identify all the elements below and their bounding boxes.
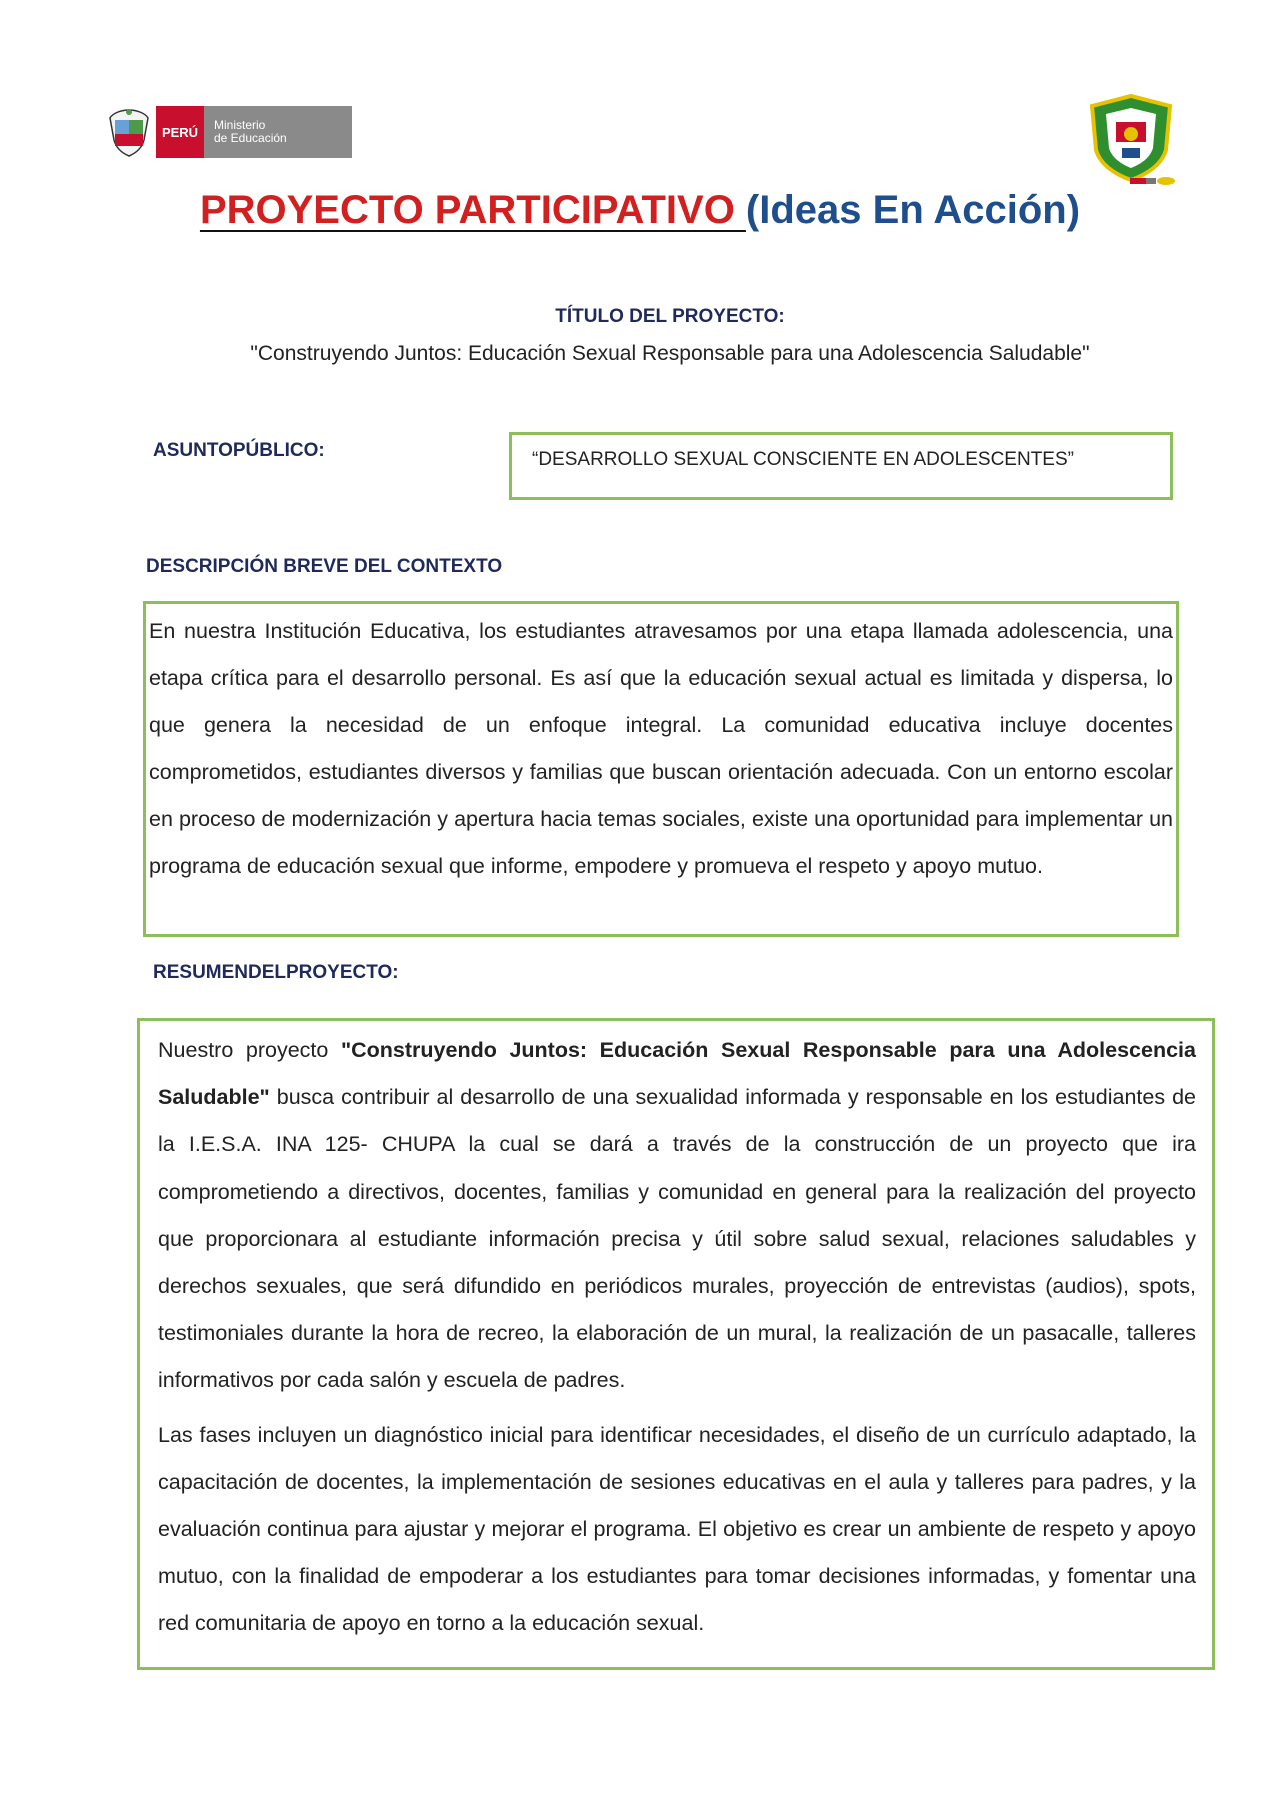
summary-paragraph-2: Las fases incluyen un diagnóstico inicial para identificar necesidades, el diseño de un currículo adaptado, la capacitación de docentes, la implementación de sesiones educativas en el aula y talleres para padres, y la evaluación continua para ajustar y mejorar el programa. El objetivo es crear un ambiente de respeto y apoyo mutuo, con la finalidad de empoderar a los estudiantes para tomar decisiones informadas, y fomentar una red comunitaria de apoyo en torno a la educación sexual. [158, 1422, 1196, 1636]
public-issue-value: “DESARROLLO SEXUAL CONSCIENTE EN ADOLESCENTES” [532, 449, 1074, 470]
summary-intro: Nuestro proyecto [158, 1038, 341, 1062]
school-crest-icon [1086, 92, 1176, 192]
peru-coat-of-arms-icon [106, 106, 152, 158]
context-label: DESCRIPCIÓN BREVE DEL CONTEXTO [146, 556, 503, 577]
title-sub: (Ideas En Acción) [745, 188, 1081, 232]
title-main: PROYECTO PARTICIPATIVO [199, 188, 746, 232]
peru-brand: PERÚ [156, 106, 204, 158]
summary-text: busca contribuir al desarrollo de una sexualidad informada y responsable en los estudiantes de la I.E.S.A. INA 125- CHUPA la cual se dará a través de la construcción de un proyecto que ira comprometiendo a directivos, docentes, familias y comunidad en general para la realización del proyecto que proporcionara al estudiante información precisa y útil sobre salud sexual, relaciones saludables y derechos sexuales, que será difundido en periódicos murales, proyección de entrevistas (audios), spots, testimoniales durante la hora de recreo, la elaboración de un mural, la realización de un pasacalle, talleres informativos por cada salón y escuela de padres. [158, 1085, 1196, 1393]
public-issue-label: ASUNTOPÚBLICO: [153, 440, 325, 461]
summary-paragraph-1 [158, 1027, 1196, 1405]
summary-project-name: "Construyendo Juntos: Educación Sexual Responsable para una Adolescencia Saludable" [158, 1038, 1196, 1110]
project-title-text: "Construyendo Juntos: Educación Sexual Responsable para una Adolescencia Saludable" [250, 342, 1090, 365]
public-issue-box [509, 432, 1173, 500]
summary-label: RESUMENDELPROYECTO: [153, 962, 399, 983]
project-title-label: TÍTULO DEL PROYECTO: [555, 306, 785, 327]
ministry-logo [106, 106, 352, 158]
page-title [0, 188, 1280, 233]
ministry-name [204, 106, 352, 158]
summary-box [137, 1018, 1215, 1670]
ministry-line-1: Ministerio [214, 118, 266, 132]
ministry-line-2: de Educación [214, 131, 287, 145]
context-box: En nuestra Institución Educativa, los estudiantes atravesamos por una etapa llamada adolescencia, una etapa crítica para el desarrollo personal. Es así que la educación sexual actual es limitada y dispersa, lo que genera la necesidad de un enfoque integral. La comunidad educativa incluye docentes comprometidos, estudiantes diversos y familias que buscan orientación adecuada. Con un entorno escolar en proceso de modernización y apertura hacia temas sociales, existe una oportunidad para implementar un programa de educación sexual que informe, empodere y promueva el respeto y apoyo mutuo. [143, 601, 1179, 937]
